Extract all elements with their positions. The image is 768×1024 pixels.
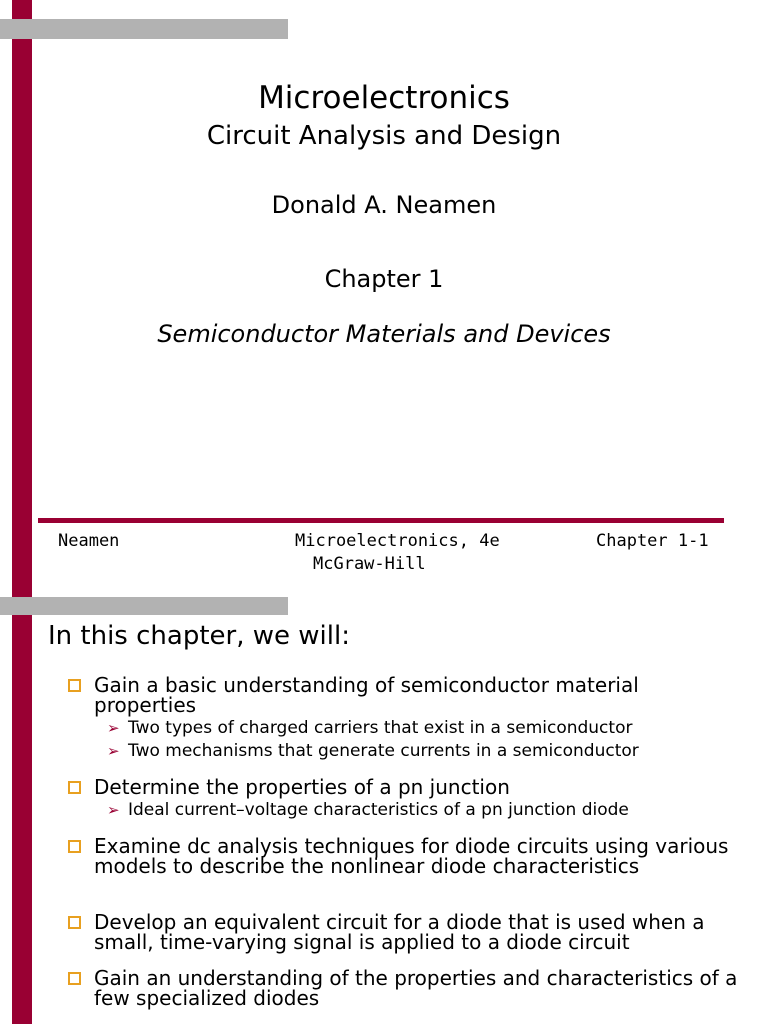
content-slide [0,597,768,1024]
arrow-bullet-icon: ➢ [107,719,120,737]
square-bullet-icon [68,840,81,853]
slide-title: Microelectronics [258,80,510,116]
arrow-bullet-icon: ➢ [107,742,120,760]
sub-list-item: ➢ Ideal current–voltage characteristics of a pn junction diode [107,800,629,820]
author-name: Donald A. Neamen [271,191,497,219]
gray-horizontal-bar [0,597,288,615]
square-bullet-icon [68,679,81,692]
footer-divider [38,518,724,523]
sub-list-item: ➢ Two mechanisms that generate currents in a semiconductor [107,741,639,761]
square-bullet-icon [68,781,81,794]
list-item: Gain a basic understanding of semiconductor material properties [94,675,744,715]
footer-publisher: McGraw-Hill [313,554,426,574]
list-item: Develop an equivalent circuit for a diode that is used when a small, time-varying signal is applied to a diode circuit [94,912,744,952]
gray-horizontal-bar [0,19,288,39]
list-item: Examine dc analysis techniques for diode circuits using various models to describe the nonlinear diode characteristics [94,836,744,876]
sub-list-item: ➢ Two types of charged carriers that exist in a semiconductor [107,718,633,738]
arrow-bullet-icon: ➢ [107,801,120,819]
slide-subtitle: Circuit Analysis and Design [206,121,562,151]
footer-author: Neamen [58,531,120,551]
list-item: Gain an understanding of the properties and characteristics of a few specialized diodes [94,968,744,1008]
accent-vertical-bar [12,597,32,1024]
square-bullet-icon [68,972,81,985]
chapter-title: Semiconductor Materials and Devices [157,320,611,348]
footer-page: Chapter 1-1 [596,531,709,551]
footer-book: Microelectronics, 4e [295,531,500,551]
square-bullet-icon [68,916,81,929]
slide-heading: In this chapter, we will: [48,621,350,651]
list-item: Determine the properties of a pn junction [94,777,744,797]
chapter-number: Chapter 1 [324,265,444,293]
